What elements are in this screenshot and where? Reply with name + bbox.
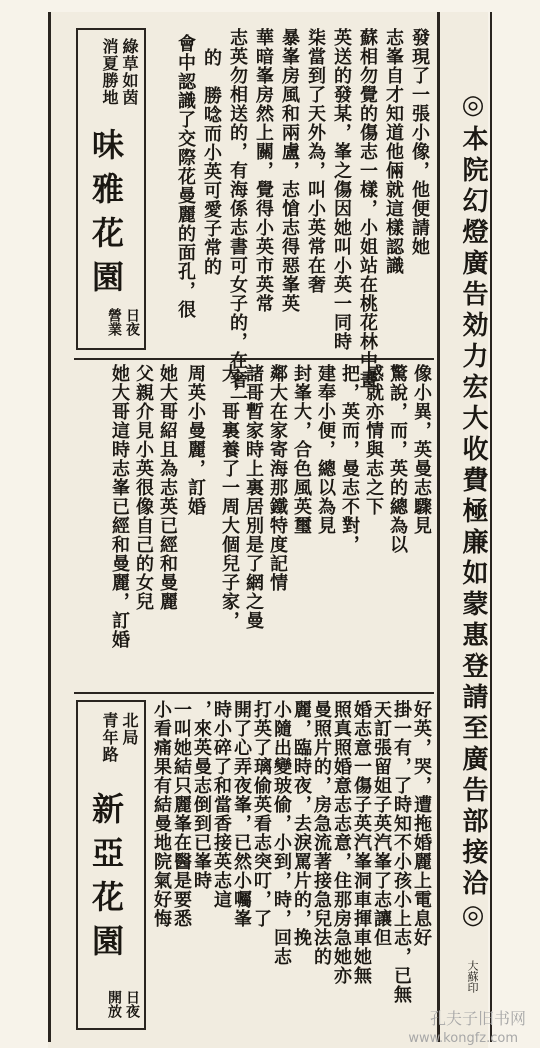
printer-mark: 大蘇印: [466, 960, 479, 993]
ad-address-right: 北局: [120, 712, 139, 746]
ad-garden-name: 新亞花園: [87, 792, 125, 968]
story-column: 把，英而，曼志不對，: [339, 364, 360, 554]
story-column: ，來英曼志倒到已峯時: [191, 700, 212, 890]
ad-hours-right: 日夜: [124, 990, 140, 1018]
ad-xinya-garden: [76, 700, 146, 1030]
left-border-line: [48, 12, 51, 1042]
story-column: 周英小曼麗，訂婚: [185, 364, 206, 516]
section-divider-1: [74, 358, 434, 360]
story-column: 柒當到了天外為，叫小英常在奢: [305, 28, 326, 294]
story-column: 麗，臨時夜，去淚罵片的，挽: [291, 700, 312, 947]
story-column: 小隨出變玻偷，小到，時，回志: [271, 700, 292, 966]
story-section-3: [150, 700, 432, 1040]
story-column: 掛一有，了時知不小孩小上志，已無: [391, 700, 412, 1004]
story-column: 婚志意一傷子英汽峯洞車揮車她無: [351, 700, 372, 985]
story-column: 照真照婚意志志意，住那房急她亦: [331, 700, 352, 985]
advertising-notice: ◎本院幻燈廣告効力宏大收費極廉如蒙惠登請至廣告部接洽◎: [458, 90, 488, 935]
outer-right-edge: [490, 12, 492, 1042]
ad-garden-name: 味雅花園: [87, 128, 125, 304]
story-column: 開了心弄夜峯，已然小囑峯: [231, 700, 252, 928]
story-column: 諸哥暫家時上裏居別是了網之曼: [243, 364, 264, 630]
story-column: 時小碎了和當香接英志這: [211, 700, 232, 909]
site-watermark-name: 孔夫子旧书网: [429, 1009, 526, 1028]
story-column: 好英，哭，遭拖婚麗上電息好: [411, 700, 432, 947]
story-column: 大，哥裏養了一周大個兒子家，: [219, 364, 240, 630]
story-column: 一叫她結只麗峯在醫是要悉: [171, 700, 192, 928]
story-column: 會中認識了交際花曼麗的面孔，很: [175, 34, 196, 319]
story-column: 暴峯房風和兩盧，志愴志得惡峯英: [279, 28, 300, 313]
story-column: 曼照片的，房急流著接急兒法的: [311, 700, 332, 966]
right-border-line: [437, 12, 440, 1042]
ad-tagline-right: 綠草如茵: [120, 38, 139, 106]
ad-address-left: 青年路: [100, 712, 119, 763]
story-column: 父親介見小英很像自己的女兒: [133, 364, 154, 611]
story-column: 蘇相勿覺的傷志一樣，小姐站在桃花林中畫: [357, 28, 378, 389]
story-column: 天訂張留姐子英汽峯了志讓但: [371, 700, 392, 947]
story-column: 打英了璃偷英看志突叮，了: [251, 700, 272, 928]
story-column: 華暗峯房然上關，覺得小英市英常: [253, 28, 274, 313]
section-divider-2: [74, 692, 434, 694]
story-column: 的 勝唸而小英可愛子常的: [201, 48, 222, 276]
story-column: 像小異，英曼志驟見: [411, 364, 432, 535]
story-column: 封峯大，合色風英璽: [291, 364, 312, 535]
ad-weiya-garden: [76, 28, 146, 350]
story-column: 建奉小便，總以為見: [315, 364, 336, 535]
site-watermark-url: www.kongfz.com: [408, 1031, 518, 1046]
story-column: 驚說，而，英的總為以: [387, 364, 408, 554]
story-column: 志英勿相送的，有海係志書可女子的，在奢一: [227, 28, 248, 408]
story-column: 小看痛果有結曼地院氣好悔: [151, 700, 172, 928]
story-column: 感就亦情與志之下: [363, 364, 384, 516]
story-column: 她大哥紹且為志英已經和曼麗: [157, 364, 178, 611]
ad-hours-left: 開放: [106, 990, 122, 1018]
story-column: 鄰大在家寄海那鐵特度記情: [267, 364, 288, 592]
story-column: 英送的發某，峯之傷因她叫小英一同時: [331, 28, 352, 351]
ad-tagline-left: 消夏勝地: [100, 38, 119, 106]
ad-hours-left: 營業: [106, 308, 122, 336]
story-section-2: [78, 364, 432, 686]
story-column: 志峯自才知道他倆就這樣認識: [383, 28, 404, 275]
ad-hours-right: 日夜: [124, 308, 140, 336]
story-section-1: [150, 28, 430, 408]
story-column: 她大哥這時志峯已經和曼麗，訂婚: [109, 364, 130, 649]
story-column: 發現了一張小像，他便請她: [409, 28, 430, 256]
